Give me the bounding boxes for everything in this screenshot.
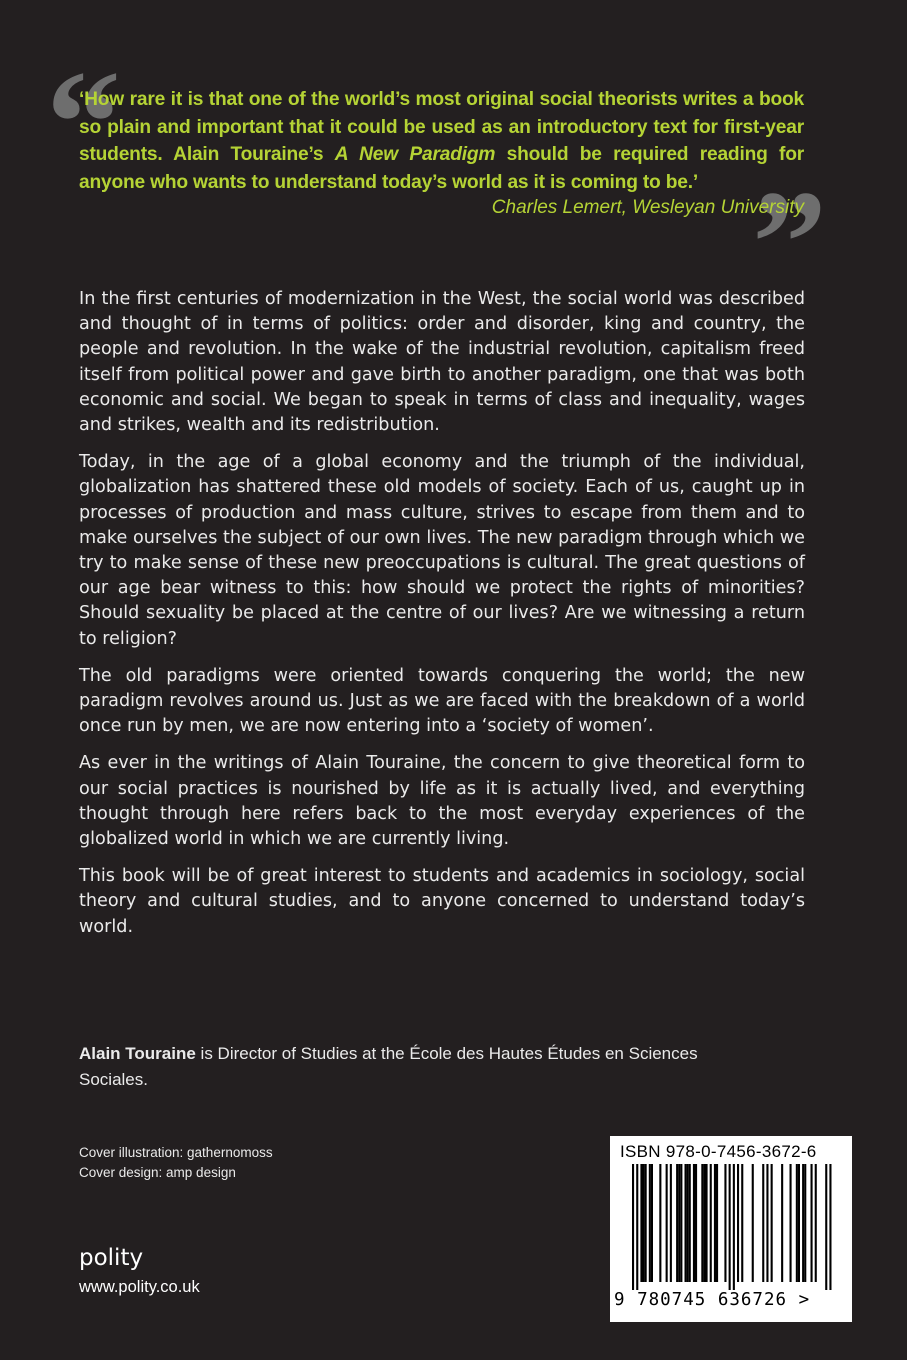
barcode-bar	[685, 1164, 687, 1282]
description-paragraph: This book will be of great interest to students and academics in sociology, social theory and cultural studies, and to anyone concerned to understand today’s world.	[79, 866, 805, 937]
barcode-bar	[716, 1164, 718, 1282]
barcode-bar	[636, 1164, 638, 1290]
barcode-bar	[729, 1164, 731, 1290]
barcode-bar	[802, 1164, 804, 1282]
barcode-bar	[798, 1164, 800, 1282]
barcode-bars	[616, 1164, 846, 1290]
barcode-bar	[687, 1164, 689, 1282]
barcode-bar	[737, 1164, 739, 1282]
barcode-bar	[752, 1164, 754, 1282]
author-bio-text: is Director of Studies at the École des Hautes Études en Sciences Sociales.	[79, 1044, 698, 1089]
barcode-bar	[649, 1164, 651, 1282]
cover-credits	[79, 1143, 273, 1183]
barcode-bar	[815, 1164, 817, 1282]
open-quote-mark: “	[46, 40, 121, 206]
barcode-bar	[689, 1164, 691, 1282]
barcode-bar	[710, 1164, 712, 1282]
barcode-bar	[703, 1164, 705, 1282]
barcode-bar	[693, 1164, 695, 1282]
barcode-bar	[714, 1164, 716, 1282]
barcode-bar	[804, 1164, 806, 1282]
barcode-bar	[659, 1164, 661, 1282]
publisher-url: www.polity.co.uk	[79, 1278, 200, 1296]
cover-illustration-credit: Cover illustration: gathernomoss	[79, 1145, 273, 1160]
barcode-bar	[771, 1164, 773, 1282]
book-description	[79, 287, 805, 952]
barcode-bar	[781, 1164, 783, 1282]
barcode-bar	[678, 1164, 680, 1282]
barcode-bar	[701, 1164, 703, 1282]
barcode-bar	[643, 1164, 645, 1282]
barcode-bar	[796, 1164, 798, 1282]
author-name: Alain Touraine	[79, 1044, 196, 1063]
description-paragraph: In the first centuries of modernization in the West, the social world was described and thought of in terms of politics: order and disorder, king and country, the people and revolution. In the wake of the industrial revolution, capitalism freed itself from political power and gave birth to another paradigm, one that was both economic and social. We began to speak in terms of class and inequality, wages and strikes, wealth and its redistribution.	[79, 289, 805, 436]
review-quote-text-start: ‘How rare it is that one of the world’s most original social theorists writes a book so plain and important that it could be used as an introductory text for first-year students. Alain Touraine’s	[79, 89, 804, 165]
barcode-bar	[733, 1164, 735, 1290]
publisher-name: polity	[79, 1245, 144, 1271]
barcode-bar	[666, 1164, 668, 1282]
barcode-bar	[680, 1164, 682, 1282]
barcode-bar	[762, 1164, 764, 1282]
barcode-bar	[651, 1164, 653, 1282]
barcode-bar	[825, 1164, 827, 1290]
cover-design-credit: Cover design: amp design	[79, 1165, 236, 1180]
barcode-bar	[645, 1164, 647, 1282]
barcode-bar	[790, 1164, 792, 1282]
review-quote-book-title: A New Paradigm	[334, 144, 496, 165]
barcode-bar	[766, 1164, 768, 1282]
review-attribution: Charles Lemert, Wesleyan University	[491, 197, 804, 218]
barcode-bar	[640, 1164, 642, 1282]
description-paragraph: Today, in the age of a global economy and the triumph of the individual, globalization has shattered these old models of society. Each of us, caught up in processes of production and mass culture, strives to escape from them and to make ourselves the subject of our own lives. The new paradigm through which we try to make sense of these new preoccupations is cultural. The great questions of our age bear witness to this: how should we protect the rights of minorities? Should sexuality be placed at the centre of our lives? Are we witnessing a return to religion?	[79, 452, 805, 649]
barcode-bar	[676, 1164, 678, 1282]
description-paragraph: The old paradigms were oriented towards conquering the world; the new paradigm revolves around us. Just as we are faced with the breakdown of a world once run by men, we are now entering into a ‘society of women’.	[79, 665, 805, 737]
barcode-panel	[610, 1136, 852, 1322]
barcode-bar	[741, 1164, 743, 1282]
barcode-bar	[811, 1164, 813, 1282]
barcode-bar	[632, 1164, 634, 1290]
barcode-digits: 9 780745 636726 >	[614, 1290, 811, 1310]
isbn-label: ISBN 978-0-7456-3672-6	[620, 1142, 817, 1161]
close-quote-mark: ”	[752, 160, 827, 326]
barcode-bar	[706, 1164, 708, 1282]
description-paragraph: As ever in the writings of Alain Touraine, the concern to give theoretical form to our social practices is nourished by life as it is actually lived, and everything thought through here refers back to the most everyday experiences of the globalized world in which we are currently living.	[79, 753, 805, 850]
barcode-bar	[829, 1164, 831, 1290]
review-quote	[79, 86, 804, 196]
review-quote-text-end: should be required reading for anyone who wants to understand today’s world as it is coming to be.’	[79, 144, 804, 193]
barcode-bar	[724, 1164, 726, 1282]
barcode-bar	[695, 1164, 697, 1282]
author-bio	[79, 1041, 739, 1093]
barcode-bar	[670, 1164, 672, 1282]
